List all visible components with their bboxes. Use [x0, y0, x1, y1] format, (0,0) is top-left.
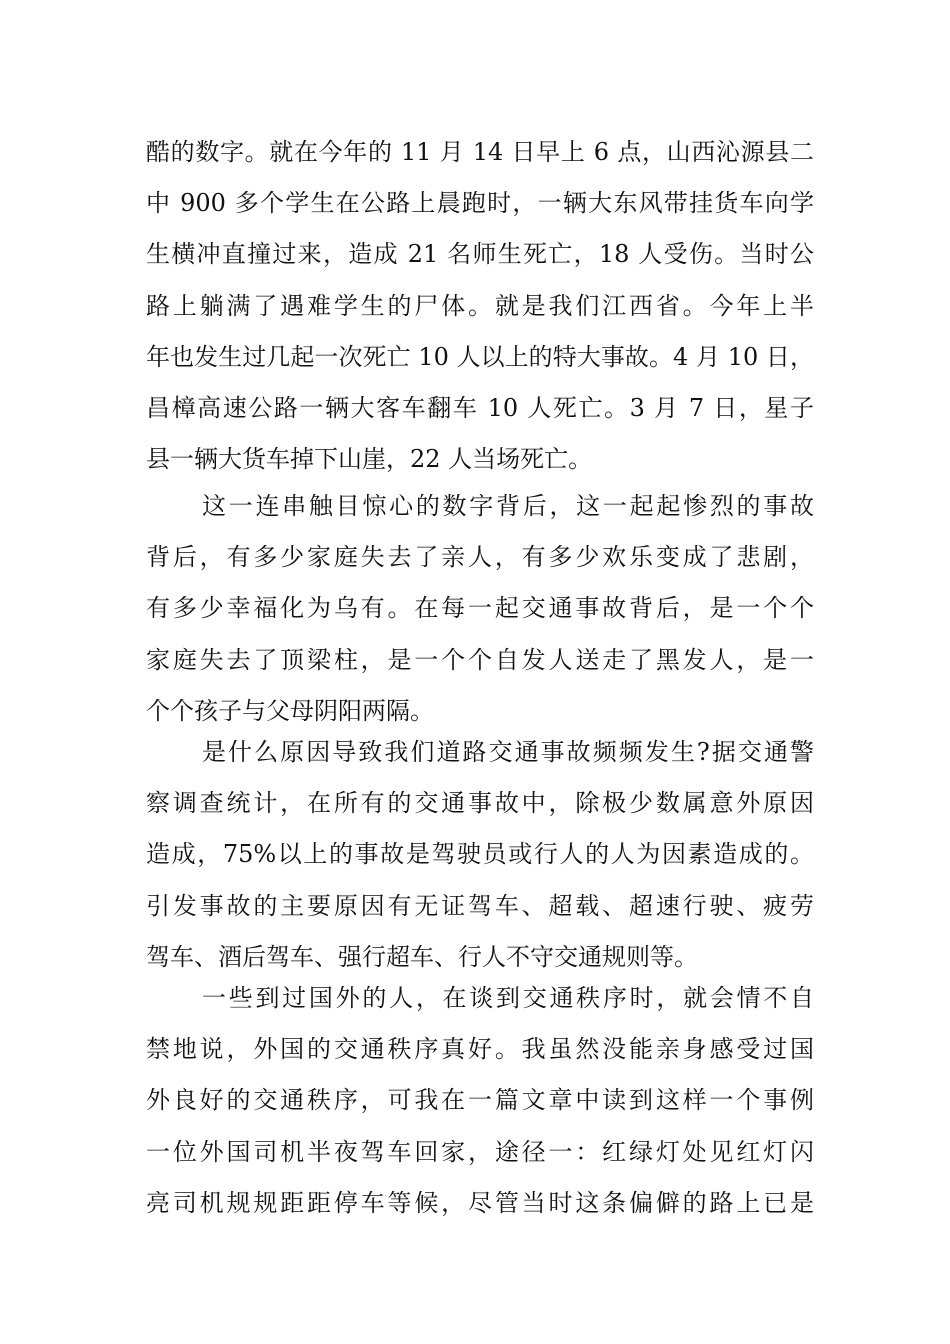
text-line: 昌樟高速公路一辆大客车翻车 10 人死亡。3 月 7 日，星子: [146, 393, 814, 422]
text-line: 引发事故的主要原因有无证驾车、超载、超速行驶、疲劳: [146, 891, 814, 920]
text-line: 中 900 多个学生在公路上晨跑时，一辆大东风带挂货车向学: [146, 189, 814, 218]
text-line: 家庭失去了顶梁柱，是一个个自发人送走了黑发人，是一: [146, 645, 814, 674]
paragraph-1: [146, 127, 814, 485]
text-line: 造成，75%以上的事故是驾驶员或行人的人为因素造成的。: [146, 840, 814, 869]
text-line: 路上躺满了遇难学生的尸体。就是我们江西省。今年上半: [146, 291, 814, 320]
text-line: 禁地说，外国的交通秩序真好。我虽然没能亲身感受过国: [146, 1035, 814, 1064]
text-line: 县一辆大货车掉下山崖，22 人当场死亡。: [146, 445, 593, 474]
text-line: 有多少幸福化为乌有。在每一起交通事故背后，是一个个: [146, 594, 814, 623]
text-line: 是什么原因导致我们道路交通事故频频发生?据交通警: [202, 738, 814, 766]
text-line: 这一连串触目惊心的数字背后，这一起起惨烈的事故: [202, 492, 814, 520]
text-line: 一位外国司机半夜驾车回家，途径一：红绿灯处见红灯闪: [146, 1137, 814, 1166]
text-line: 驾车、酒后驾车、强行超车、行人不守交通规则等。: [146, 942, 698, 971]
text-line: 察调查统计，在所有的交通事故中，除极少数属意外原因: [146, 789, 814, 818]
text-line: 外良好的交通秩序，可我在一篇文章中读到这样一个事例: [146, 1086, 814, 1115]
text-line: 年也发生过几起一次死亡 10 人以上的特大事故。4 月 10 日，: [146, 342, 814, 371]
text-line: 酷的数字。就在今年的 11 月 14 日早上 6 点，山西沁源县二: [146, 138, 814, 166]
text-line: 生横冲直撞过来，造成 21 名师生死亡，18 人受伤。当时公: [146, 240, 814, 269]
text-line: 亮司机规规距距停车等候，尽管当时这条偏僻的路上已是: [146, 1188, 814, 1217]
paragraph-2: [146, 481, 814, 737]
text-line: 个个孩子与父母阴阳两隔。: [146, 696, 434, 725]
paragraph-3: [146, 727, 814, 983]
paragraph-4: [146, 973, 814, 1229]
text-line: 背后，有多少家庭失去了亲人，有多少欢乐变成了悲剧，: [146, 543, 814, 572]
text-line: 一些到过国外的人，在谈到交通秩序时，就会情不自: [202, 984, 814, 1012]
